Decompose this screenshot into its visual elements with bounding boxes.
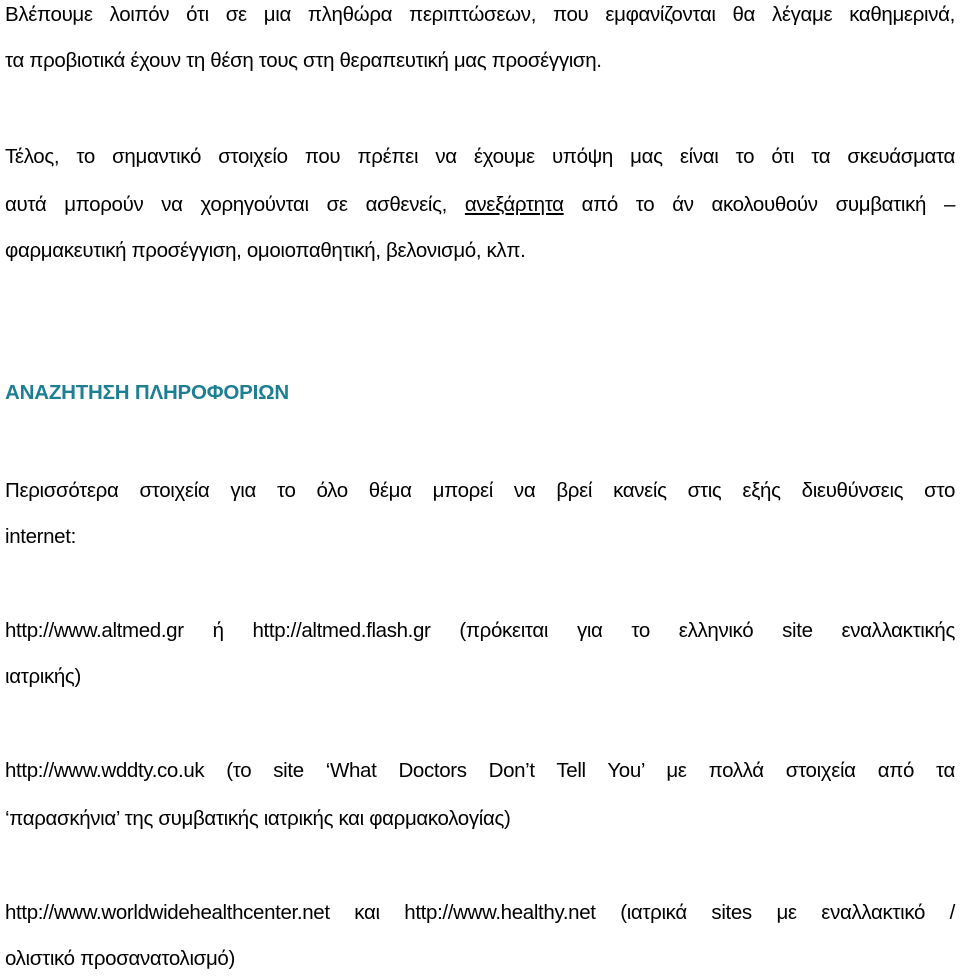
paragraph-2-line-2 (5, 192, 955, 218)
underlined-word: ανεξάρτητα (464, 193, 564, 216)
link-entry-3-line-1: http://www.worldwidehealthcenter.net και http://www.healthy.net (ιατρικά sites με εναλλακτικό / (5, 901, 955, 924)
paragraph-2-line-1: Τέλος, το σημαντικό στοιχείο που πρέπει να έχουμε υπόψη μας είναι το ότι τα σκευάσματα (5, 145, 955, 168)
link-entry-2-line-1: http://www.wddty.co.uk (το site ‘What Doctors Don’t Tell You’ με πολλά στοιχεία από τα (5, 759, 955, 782)
intro-line-1: Περισσότερα στοιχεία για το όλο θέμα μπορεί να βρεί κανείς στις εξής διευθύνσεις στο (5, 479, 955, 502)
link-entry-1-line-1: http://www.altmed.gr ή http://altmed.flash.gr (πρόκειται για το ελληνικό site εναλλακτικής (5, 619, 955, 642)
paragraph-2-line-2-after: από το άν ακολουθούν συμβατική – (581, 193, 955, 216)
paragraph-2-line-2-before: αυτά μπορούν να χορηγούνται σε ασθενείς, (5, 193, 447, 216)
paragraph-1-line-2: τα προβιοτικά έχουν τη θέση τους στη θεραπευτική μας προσέγγιση. (5, 49, 602, 72)
section-heading: ΑΝΑΖΗΤΗΣΗ ΠΛΗΡΟΦΟΡΙΩΝ (5, 381, 289, 404)
link-entry-2-line-2: ‘παρασκήνια’ της συμβατικής ιατρικής και φαρμακολογίας) (5, 807, 511, 830)
paragraph-1-line-1: Βλέπουμε λοιπόν ότι σε μια πληθώρα περιπτώσεων, που εμφανίζονται θα λέγαμε καθημερινά, (5, 3, 955, 26)
link-entry-3-line-2: ολιστικό προσανατολισμό) (5, 947, 235, 970)
intro-line-2: internet: (5, 525, 76, 548)
paragraph-2-line-3: φαρμακευτική προσέγγιση, ομοιοπαθητική, βελονισμό, κλπ. (5, 239, 526, 262)
link-entry-1-line-2: ιατρικής) (5, 665, 81, 688)
